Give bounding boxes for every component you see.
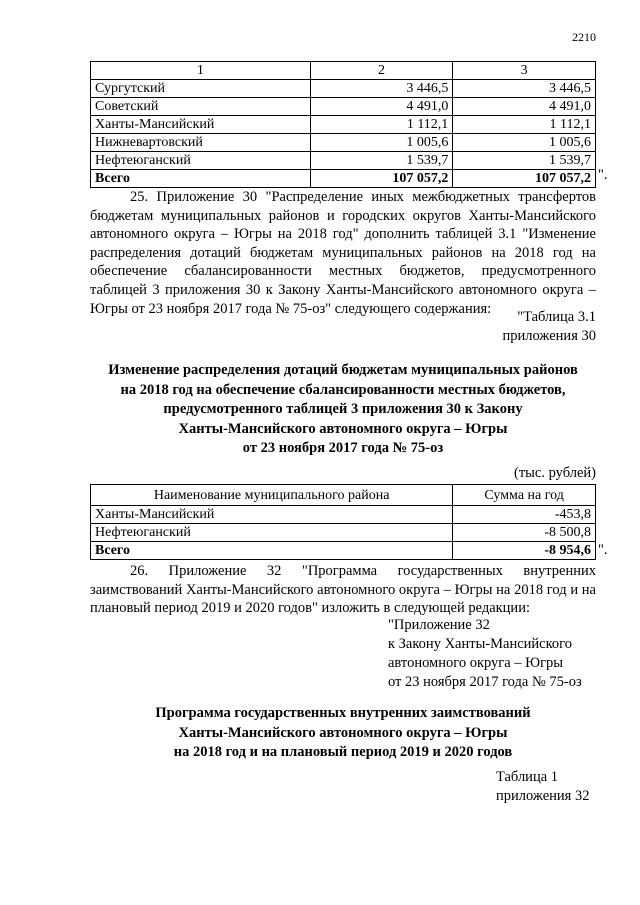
amount-cell: 1 112,1 — [310, 116, 453, 134]
amount-cell: 4 491,0 — [310, 98, 453, 116]
district-name: Сургутский — [91, 80, 311, 98]
table-row — [91, 98, 596, 116]
table-header-cell: Наименование муниципального района — [91, 485, 453, 506]
unit-label: (тыс. рублей) — [514, 465, 596, 481]
district-name: Нефтеюганский — [91, 524, 453, 542]
paragraph-26: 26. Приложение 32 "Программа государственных внутренних заимствований Ханты-Мансийского автономного округа – Югры на 2018 год и на плановый период 2019 и 2020 годов" изложить в следующей редакции: — [90, 563, 596, 617]
table-row — [91, 506, 596, 524]
table-header-cell: 3 — [453, 62, 596, 80]
district-name: Ханты-Мансийский — [91, 506, 453, 524]
heading-line: Ханты-Мансийского автономного округа – Югры — [178, 420, 508, 437]
label-line: автономного округа – Югры — [388, 655, 564, 671]
amount-cell: 1 005,6 — [453, 134, 596, 152]
heading-line: Изменение распределения дотаций бюджетам муниципальных районов — [108, 362, 578, 378]
allocation-table — [90, 61, 596, 188]
label-line: "Приложение 32 — [388, 617, 490, 633]
total-label: Всего — [91, 170, 311, 188]
table-row — [91, 134, 596, 152]
heading-line: Программа государственных внутренних заимствований — [155, 705, 531, 721]
heading-line: на 2018 год и на плановый период 2019 и 2020 годов — [173, 744, 513, 760]
table-total-row — [91, 170, 596, 188]
table-header-cell: 2 — [310, 62, 453, 80]
table-header-cell: 1 — [91, 62, 311, 80]
table-header-row — [91, 485, 596, 506]
amount-cell: -8 500,8 — [453, 524, 596, 542]
paragraph-25: 25. Приложение 30 "Распределение иных межбюджетных трансфертов бюджетам муниципальных районов и городских округов Ханты-Мансийского автономного округа – Югры на 2018 год" дополнить таблицей 3.1 "Изменение распределения дотаций бюджетам муниципальных районов на 2018 год на обеспечение сбалансированности местных бюджетов, предусмотренного таблицей 3 приложения 30 к Закону Ханты-Мансийского автономного округа – Югры от 23 ноября 2017 года № 75-оз" следующего содержания: — [90, 189, 596, 317]
amount-cell: 3 446,5 — [310, 80, 453, 98]
table-row — [91, 152, 596, 170]
table-3-1-label — [503, 308, 596, 346]
subsidy-change-table — [90, 484, 596, 560]
heading-line: предусмотренного таблицей 3 приложения 30 к Закону — [163, 401, 523, 417]
label-line: приложения 30 — [502, 328, 596, 344]
table-1-label — [496, 768, 589, 806]
closing-quote: ". — [598, 167, 608, 183]
page-number: 2210 — [572, 30, 596, 44]
label-line: приложения 32 — [496, 788, 590, 804]
amount-cell: 1 539,7 — [310, 152, 453, 170]
total-amount: 107 057,2 — [453, 170, 596, 188]
amount-cell: 3 446,5 — [453, 80, 596, 98]
program-heading — [90, 704, 596, 763]
total-amount: -8 954,6 — [453, 542, 596, 560]
total-label: Всего — [91, 542, 453, 560]
table-row — [91, 524, 596, 542]
district-name: Советский — [91, 98, 311, 116]
label-line: "Таблица 3.1 — [517, 309, 596, 325]
table-row — [91, 116, 596, 134]
amount-cell: 1 005,6 — [310, 134, 453, 152]
table-row — [91, 80, 596, 98]
table-header-row — [91, 62, 596, 80]
amount-cell: -453,8 — [453, 506, 596, 524]
table-header-cell: Сумма на год — [453, 485, 596, 506]
closing-quote: ". — [598, 542, 608, 558]
heading-line: от 23 ноября 2017 года № 75-оз — [242, 440, 444, 456]
amount-cell: 1 112,1 — [453, 116, 596, 134]
district-name: Нефтеюганский — [91, 152, 311, 170]
table-total-row — [91, 542, 596, 560]
district-name: Ханты-Мансийский — [91, 116, 311, 134]
label-line: Таблица 1 — [496, 769, 559, 785]
heading-line: Ханты-Мансийского автономного округа – Югры — [178, 724, 508, 741]
amount-cell: 4 491,0 — [453, 98, 596, 116]
label-line: от 23 ноября 2017 года № 75-оз — [388, 674, 582, 690]
heading-line: на 2018 год на обеспечение сбалансированности местных бюджетов, — [120, 381, 566, 398]
section-heading — [90, 361, 596, 459]
label-line: к Закону Ханты-Мансийского — [388, 636, 573, 652]
amount-cell: 1 539,7 — [453, 152, 596, 170]
district-name: Нижневартовский — [91, 134, 311, 152]
total-amount: 107 057,2 — [310, 170, 453, 188]
annex-32-label — [388, 616, 582, 692]
